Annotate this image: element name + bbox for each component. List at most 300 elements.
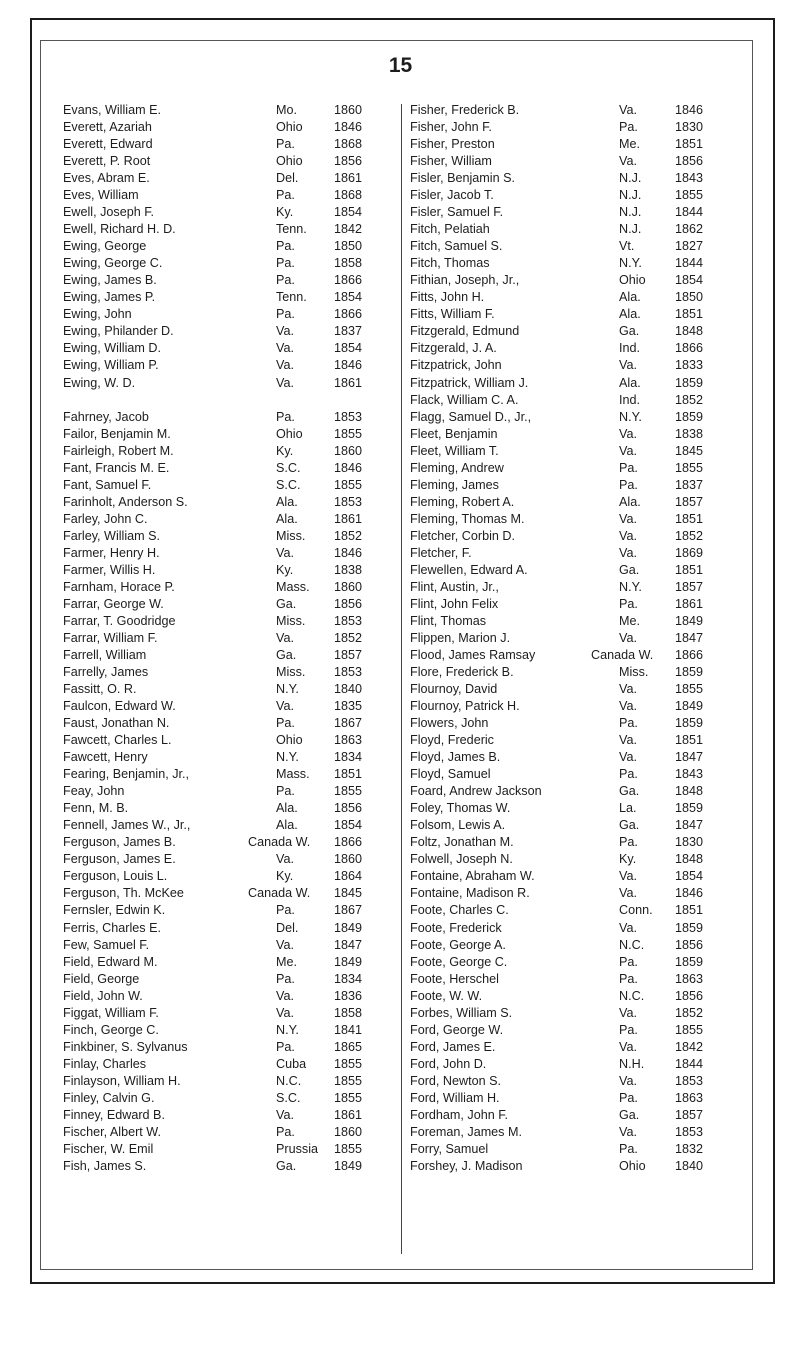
entry-year: 1855 (675, 1022, 704, 1037)
left-entry-row (63, 664, 399, 681)
left-entry-row (63, 1022, 399, 1039)
entry-year: 1856 (334, 596, 363, 611)
left-entry-row (63, 102, 399, 119)
right-entry-row (410, 340, 740, 357)
entry-state: Va. (276, 375, 294, 390)
entry-state: Pa. (276, 1039, 295, 1054)
entry-state: Ala. (619, 375, 641, 390)
entry-state: Va. (619, 750, 637, 765)
left-entry-row (63, 681, 399, 698)
entry-year: 1854 (334, 818, 363, 833)
entry-name: Farrar, T. Goodridge (63, 613, 176, 628)
entry-name: Fernsler, Edwin K. (63, 903, 166, 918)
entry-year: 1851 (675, 307, 704, 322)
entry-name: Foote, Frederick (410, 920, 502, 935)
left-entry-row (63, 340, 399, 357)
entry-name: Field, George (63, 971, 140, 986)
entry-year: 1843 (675, 171, 704, 186)
entry-name: Fischer, Albert W. (63, 1124, 161, 1139)
entry-name: Faust, Jonathan N. (63, 716, 170, 731)
left-entry-row (63, 357, 399, 374)
entry-state: Va. (619, 443, 637, 458)
entry-name: Fitts, William F. (410, 307, 495, 322)
entry-year: 1852 (675, 528, 704, 543)
entry-year: 1851 (675, 511, 704, 526)
right-entry-row (410, 885, 740, 902)
entry-year: 1855 (334, 426, 363, 441)
right-entry-row (410, 1124, 740, 1141)
entry-name: Flood, James Ramsay (410, 648, 536, 662)
entry-year: 1853 (334, 409, 363, 424)
entry-year: 1827 (675, 239, 704, 254)
entry-name: Foley, Thomas W. (410, 801, 511, 816)
entry-name: Flint, John Felix (410, 596, 499, 611)
entry-year: 1857 (675, 494, 704, 509)
entry-state: Va. (276, 1005, 294, 1020)
entry-state: Miss. (619, 665, 649, 680)
entry-year: 1832 (675, 1141, 704, 1156)
entry-year: 1830 (675, 835, 704, 850)
left-entry-row (63, 868, 399, 885)
entry-state: N.Y. (276, 750, 299, 765)
entry-name: Flore, Frederick B. (410, 665, 514, 680)
left-entry-row (63, 698, 399, 715)
right-entry-row (410, 971, 740, 988)
entry-state: N.J. (619, 171, 642, 186)
right-entry-row (410, 204, 740, 221)
entry-name: Folsom, Lewis A. (410, 818, 506, 833)
entry-state: N.H. (619, 1056, 645, 1071)
right-entry-row (410, 920, 740, 937)
entry-name: Fleet, William T. (410, 443, 499, 458)
entry-year: 1860 (334, 852, 363, 867)
entry-year: 1844 (675, 256, 704, 271)
left-entry-row (63, 528, 399, 545)
entry-year: 1838 (334, 562, 363, 577)
entry-state: Ohio (276, 120, 303, 135)
left-entry-row (63, 494, 399, 511)
entry-state: Pa. (619, 477, 638, 492)
left-entry-row (63, 596, 399, 613)
entry-name: Foote, George C. (410, 954, 508, 969)
entry-year: 1869 (675, 545, 704, 560)
entry-year: 1853 (675, 1073, 704, 1088)
left-entry-row (63, 187, 399, 204)
entry-name: Fisher, John F. (410, 120, 492, 135)
left-entry-row (63, 579, 399, 596)
entry-name: Fisher, Frederick B. (410, 103, 520, 117)
entry-name: Ewing, George (63, 239, 147, 254)
entry-name: Everett, Azariah (63, 120, 152, 135)
entry-state: N.C. (619, 988, 645, 1003)
entry-name: Floyd, James B. (410, 750, 501, 765)
entry-year: 1854 (675, 273, 704, 288)
entry-state: Ga. (276, 1158, 297, 1173)
left-entry-row (63, 238, 399, 255)
entry-year: 1852 (334, 630, 363, 645)
entry-state: N.Y. (276, 1022, 299, 1037)
right-entry-row (410, 783, 740, 800)
entry-name: Folwell, Joseph N. (410, 852, 513, 867)
entry-name: Few, Samuel F. (63, 937, 150, 952)
entry-state: Va. (276, 545, 294, 560)
entry-name: Farmer, Willis H. (63, 562, 156, 577)
entry-year: 1854 (675, 869, 704, 884)
entry-name: Fleming, James (410, 477, 499, 492)
entry-year: 1840 (675, 1158, 704, 1173)
entry-state: Pa. (276, 971, 295, 986)
entry-name: Ewing, James P. (63, 290, 156, 305)
left-entry-row (63, 920, 399, 937)
left-entry-row (63, 1107, 399, 1124)
left-entry-row (63, 170, 399, 187)
entry-state: Pa. (276, 716, 295, 731)
right-entry-row (410, 1158, 740, 1175)
entry-name: Fahrney, Jacob (63, 409, 149, 424)
entry-year: 1861 (334, 1107, 363, 1122)
entry-year: 1863 (675, 971, 704, 986)
entry-name: Fant, Samuel F. (63, 477, 152, 492)
right-entry-row (410, 579, 740, 596)
entry-name: Finlay, Charles (63, 1056, 147, 1071)
entry-name: Flagg, Samuel D., Jr., (410, 409, 532, 424)
left-entry-row (63, 255, 399, 272)
entry-state: Mo. (276, 103, 297, 117)
entry-state: Pa. (619, 835, 638, 850)
entry-year: 1860 (334, 579, 363, 594)
entry-state: Ala. (276, 494, 298, 509)
entry-name: Ferguson, James B. (63, 835, 176, 850)
entry-state: N.J. (619, 188, 642, 203)
entry-name: Ford, James E. (410, 1039, 496, 1054)
right-entry-row (410, 119, 740, 136)
entry-state: Ga. (619, 324, 640, 339)
right-entry-row (410, 596, 740, 613)
entry-year: 1861 (334, 171, 363, 186)
right-entry-row (410, 766, 740, 783)
right-entry-row (410, 851, 740, 868)
right-entry-row (410, 954, 740, 971)
entry-year: 1842 (675, 1039, 704, 1054)
entry-year: 1859 (675, 665, 704, 680)
entry-name: Ferguson, James E. (63, 852, 176, 867)
entry-name: Finney, Edward B. (63, 1107, 165, 1122)
entry-state: Ala. (619, 494, 641, 509)
entry-name: Fitzgerald, Edmund (410, 324, 520, 339)
entry-name: Flewellen, Edward A. (410, 562, 528, 577)
entry-year: 1847 (675, 630, 704, 645)
entry-name: Ewing, John (63, 307, 132, 322)
entry-name: Fordham, John F. (410, 1107, 508, 1122)
right-entry-row (410, 1141, 740, 1158)
right-entry-row (410, 988, 740, 1005)
entry-year: 1849 (675, 699, 704, 714)
entry-name: Fithian, Joseph, Jr., (410, 273, 520, 288)
right-entry-row (410, 613, 740, 630)
entry-state: N.C. (276, 1073, 302, 1088)
left-entry-row (63, 902, 399, 919)
entry-year: 1853 (675, 1124, 704, 1139)
entry-name: Forbes, William S. (410, 1005, 513, 1020)
left-entry-row (63, 1039, 399, 1056)
entry-name: Fish, James S. (63, 1158, 147, 1173)
entry-state: Canada W. (591, 648, 654, 662)
entry-state: Ohio (276, 426, 303, 441)
entry-name: Finkbiner, S. Sylvanus (63, 1039, 188, 1054)
entry-name: Ewell, Richard H. D. (63, 222, 176, 237)
entry-year: 1851 (675, 137, 704, 152)
right-entry-row (410, 664, 740, 681)
left-entry-row (63, 119, 399, 136)
entry-state: N.Y. (619, 409, 642, 424)
entry-year: 1855 (334, 1090, 363, 1105)
entry-state: Me. (619, 613, 640, 628)
entry-state: Mass. (276, 579, 310, 594)
right-entry-row (410, 153, 740, 170)
entry-state: Va. (619, 545, 637, 560)
entry-name: Fitzgerald, J. A. (410, 341, 497, 356)
entry-year: 1858 (334, 1005, 363, 1020)
entry-year: 1830 (675, 120, 704, 135)
entry-year: 1848 (675, 852, 704, 867)
entry-state: Ga. (276, 648, 297, 662)
left-entry-row (63, 1141, 399, 1158)
entry-year: 1846 (334, 120, 363, 135)
entry-year: 1849 (334, 920, 363, 935)
entry-name: Fontaine, Madison R. (410, 886, 530, 901)
entry-state: Ky. (276, 205, 294, 220)
entry-year: 1840 (334, 682, 363, 697)
left-entry-row (63, 834, 399, 851)
entry-year: 1860 (334, 1124, 363, 1139)
right-entry-row (410, 494, 740, 511)
entry-year: 1851 (334, 767, 363, 782)
entry-name: Ewing, William D. (63, 341, 161, 356)
entry-name: Foote, Charles C. (410, 903, 509, 918)
entry-state: Del. (276, 171, 299, 186)
entry-year: 1852 (675, 392, 704, 407)
entry-state: N.Y. (619, 256, 642, 271)
entry-year: 1851 (675, 562, 704, 577)
left-entry-row (63, 885, 399, 902)
entry-state: Conn. (619, 903, 653, 918)
right-entry-row (410, 443, 740, 460)
right-entry-row (410, 902, 740, 919)
entry-state: Canada W. (248, 835, 311, 850)
right-entry-row (410, 937, 740, 954)
entry-name: Fletcher, F. (410, 545, 472, 560)
entry-state: Pa. (276, 784, 295, 799)
entry-state: Pa. (276, 188, 295, 203)
left-entry-row (63, 766, 399, 783)
entry-name: Farmer, Henry H. (63, 545, 160, 560)
entry-state: Va. (619, 1005, 637, 1020)
entry-state: Va. (276, 937, 294, 952)
entry-state: Va. (619, 154, 637, 169)
entry-name: Foltz, Jonathan M. (410, 835, 514, 850)
right-entry-row (410, 392, 740, 409)
entry-state: Prussia (276, 1141, 318, 1156)
entry-year: 1833 (675, 358, 704, 373)
right-entry-row (410, 357, 740, 374)
entry-state: Va. (619, 869, 637, 884)
entry-year: 1854 (334, 290, 363, 305)
entry-state: Va. (619, 699, 637, 714)
entry-year: 1847 (334, 937, 363, 952)
entry-state: Pa. (276, 307, 295, 322)
right-entry-row (410, 375, 740, 392)
entry-state: Va. (276, 324, 294, 339)
entry-name: Failor, Benjamin M. (63, 426, 171, 441)
entry-name: Ewell, Joseph F. (63, 205, 154, 220)
entry-year: 1856 (334, 801, 363, 816)
entry-state: Va. (619, 426, 637, 441)
entry-year: 1837 (675, 477, 704, 492)
entry-name: Fisher, Preston (410, 137, 495, 152)
entry-name: Fitch, Samuel S. (410, 239, 503, 254)
entry-name: Fant, Francis M. E. (63, 460, 170, 475)
right-entry-row (410, 187, 740, 204)
entry-state: Va. (619, 920, 637, 935)
entry-year: 1855 (675, 460, 704, 475)
entry-year: 1859 (675, 375, 704, 390)
entry-state: Ky. (276, 443, 294, 458)
entry-state: Va. (276, 630, 294, 645)
entry-state: Ala. (619, 307, 641, 322)
entry-year: 1855 (675, 682, 704, 697)
entry-state: Pa. (276, 239, 295, 254)
entry-state: Ala. (276, 818, 298, 833)
entry-state: Pa. (619, 1022, 638, 1037)
entry-year: 1852 (675, 1005, 704, 1020)
entry-name: Farinholt, Anderson S. (63, 494, 188, 509)
entry-year: 1858 (334, 256, 363, 271)
entry-name: Flournoy, Patrick H. (410, 699, 520, 714)
entry-state: Pa. (276, 273, 295, 288)
entry-state: Me. (276, 954, 297, 969)
entry-state: Mass. (276, 767, 310, 782)
entry-name: Flournoy, David (410, 682, 498, 697)
entry-state: Ohio (276, 733, 303, 748)
entry-name: Floyd, Frederic (410, 733, 494, 748)
entry-state: Ga. (619, 784, 640, 799)
entry-state: N.J. (619, 205, 642, 220)
entry-year: 1853 (334, 494, 363, 509)
left-entry-row (63, 647, 399, 664)
entry-state: Pa. (619, 1090, 638, 1105)
entry-year: 1855 (334, 1056, 363, 1071)
entry-year: 1846 (675, 103, 704, 117)
entry-year: 1855 (334, 1141, 363, 1156)
entry-year: 1846 (675, 886, 704, 901)
entry-year: 1866 (675, 341, 704, 356)
entry-year: 1860 (334, 103, 363, 117)
entry-name: Fitzpatrick, John (410, 358, 502, 373)
entry-name: Faulcon, Edward W. (63, 699, 176, 714)
entry-state: Va. (619, 1039, 637, 1054)
entry-year: 1845 (334, 886, 363, 901)
entry-year: 1866 (334, 835, 363, 850)
entry-state: Del. (276, 920, 299, 935)
entry-name: Fenn, M. B. (63, 801, 129, 816)
entry-state: Va. (276, 699, 294, 714)
right-entry-row (410, 715, 740, 732)
entry-year: 1863 (675, 1090, 704, 1105)
left-entry-row (63, 562, 399, 579)
entry-state: Ky. (619, 852, 637, 867)
entry-name: Fontaine, Abraham W. (410, 869, 535, 884)
entry-state: Tenn. (276, 222, 307, 237)
entry-year: 1841 (334, 1022, 363, 1037)
left-entry-row (63, 545, 399, 562)
left-entry-row (63, 375, 399, 392)
entry-name: Fisler, Benjamin S. (410, 171, 515, 186)
entry-state: Miss. (276, 613, 306, 628)
right-entry-row (410, 238, 740, 255)
entry-name: Foote, W. W. (410, 988, 483, 1003)
right-entry-row (410, 289, 740, 306)
entry-state: Pa. (276, 256, 295, 271)
entry-name: Fisler, Jacob T. (410, 188, 494, 203)
left-entry-row (63, 817, 399, 834)
entry-name: Farrelly, James (63, 665, 149, 680)
entry-year: 1844 (675, 1056, 704, 1071)
right-entry-row (410, 426, 740, 443)
entry-name: Flippen, Marion J. (410, 630, 511, 645)
entry-state: Ky. (276, 869, 294, 884)
entry-name: Fennell, James W., Jr., (63, 818, 191, 833)
entry-state: N.C. (619, 937, 645, 952)
left-entry-row (63, 954, 399, 971)
left-entry-row (63, 1124, 399, 1141)
entry-year: 1863 (334, 733, 363, 748)
left-entry-row (63, 851, 399, 868)
entry-year: 1857 (334, 648, 363, 662)
entry-year: 1848 (675, 784, 704, 799)
entry-year: 1857 (675, 1107, 704, 1122)
entry-name: Ewing, W. D. (63, 375, 136, 390)
entry-name: Ferris, Charles E. (63, 920, 161, 935)
entry-state: Pa. (619, 120, 638, 135)
entry-state: S.C. (276, 460, 301, 475)
entry-state: Ala. (619, 290, 641, 305)
entry-state: Ohio (619, 273, 646, 288)
entry-state: Va. (619, 733, 637, 748)
right-entry-row (410, 323, 740, 340)
entry-name: Foreman, James M. (410, 1124, 522, 1139)
entry-state: Ga. (276, 596, 297, 611)
entry-name: Fleming, Thomas M. (410, 511, 525, 526)
entry-year: 1838 (675, 426, 704, 441)
right-entry-row (410, 562, 740, 579)
entry-year: 1834 (334, 750, 363, 765)
right-entry-row (410, 749, 740, 766)
entry-year: 1856 (675, 154, 704, 169)
entry-name: Fawcett, Charles L. (63, 733, 172, 748)
right-entry-row (410, 545, 740, 562)
entry-name: Figgat, William F. (63, 1005, 159, 1020)
entry-name: Fearing, Benjamin, Jr., (63, 767, 189, 782)
entry-state: Ind. (619, 341, 641, 356)
entry-name: Feay, John (63, 784, 125, 799)
entry-state: Va. (619, 1124, 637, 1139)
entry-state: Ind. (619, 392, 641, 407)
entry-state: Va. (276, 988, 294, 1003)
left-entry-row (63, 272, 399, 289)
entry-state: Vt. (619, 239, 635, 254)
left-entry-row (63, 204, 399, 221)
entry-state: Ohio (619, 1158, 646, 1173)
